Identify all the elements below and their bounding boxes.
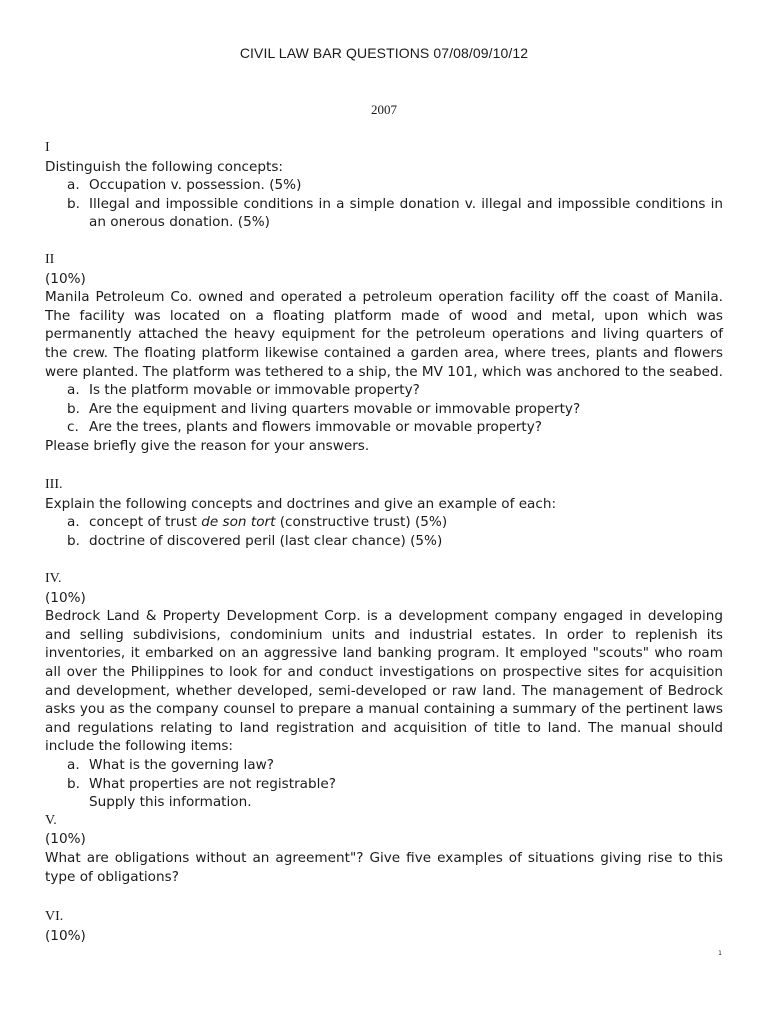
question-number: IV. [45, 571, 62, 586]
question-3 [45, 476, 723, 550]
question-points: (10%) [45, 927, 86, 944]
list-item: b. doctrine of discovered peril (last clear chance) (5%) [67, 532, 443, 549]
question-1 [45, 139, 723, 232]
question-points: (10%) [45, 831, 86, 848]
list-item: a. What is the governing law? [67, 756, 274, 773]
list-item: b. Illegal and impossible conditions in a simple donation v. illegal and impossible conditions in an onerous donation. (5%) [67, 195, 723, 231]
list-item: b. Are the equipment and living quarters movable or immovable property? [67, 400, 581, 417]
question-closing: Please briefly give the reason for your answers. [45, 437, 370, 454]
question-body: Manila Petroleum Co. owned and operated a petroleum operation facility off the coast of Manila. The facility was located on a floating platform made of wood and metal, upon which was permanently attached the heavy equipment for the petroleum operations and living quarters of the crew. The floating platform likewise contained a garden area, where trees, plants and flowers were planted. The platform was tethered to a ship, the MV 101, which was anchored to the seabed. [45, 289, 723, 380]
question-number: VI. [45, 909, 64, 924]
question-4 [45, 570, 723, 886]
question-number: II [45, 252, 55, 267]
question-body: Bedrock Land & Property Development Corp. is a development company engaged in developing and selling subdivisions, condominium units and industrial estates. In order to replenish its inventories, it embarked on an aggressive land banking program. It employed "scouts" who roam all over the Philippines to look for and conduct investigations on prospective sites for acquisition and development, whether developed, semi-developed or raw land. The management of Bedrock asks you as the company counsel to prepare a manual containing a summary of the pertinent laws and regulations relating to land registration and acquisition of title to land. The manual should include the following items: [45, 608, 723, 755]
sub-question-list [45, 756, 723, 793]
year-heading: 2007 [371, 102, 397, 117]
question-intro: Distinguish the following concepts: [45, 158, 284, 175]
list-item: a. Is the platform movable or immovable property? [67, 382, 420, 399]
question-points: (10%) [45, 589, 86, 606]
list-item: b. What properties are not registrable? [67, 775, 336, 792]
list-item: a. Occupation v. possession. (5%) [67, 177, 302, 194]
question-6 [45, 908, 723, 945]
sub-question-list [45, 513, 723, 550]
question-number: V. [45, 812, 57, 828]
document-title: CIVIL LAW BAR QUESTIONS 07/08/09/10/12 [239, 45, 529, 61]
list-item: c. Are the trees, plants and flowers immovable or movable property? [67, 419, 543, 436]
list-item: a. concept of trust de son tort (constructive trust) (5%) [67, 514, 448, 531]
latin-term: de son tort [201, 514, 276, 531]
question-points: (10%) [45, 270, 86, 287]
sub-question-list [45, 176, 723, 232]
question-intro: Explain the following concepts and doctrines and give an example of each: [45, 495, 557, 512]
question-number: III. [45, 477, 63, 492]
page-number: 1 [718, 950, 722, 957]
question-body: What are obligations without an agreement"? Give five examples of situations giving rise to this type of obligations? [45, 849, 723, 885]
question-2 [45, 251, 723, 456]
question-number: I [45, 140, 50, 155]
question-closing: Supply this information. [89, 794, 252, 811]
sub-question-list [45, 381, 723, 437]
